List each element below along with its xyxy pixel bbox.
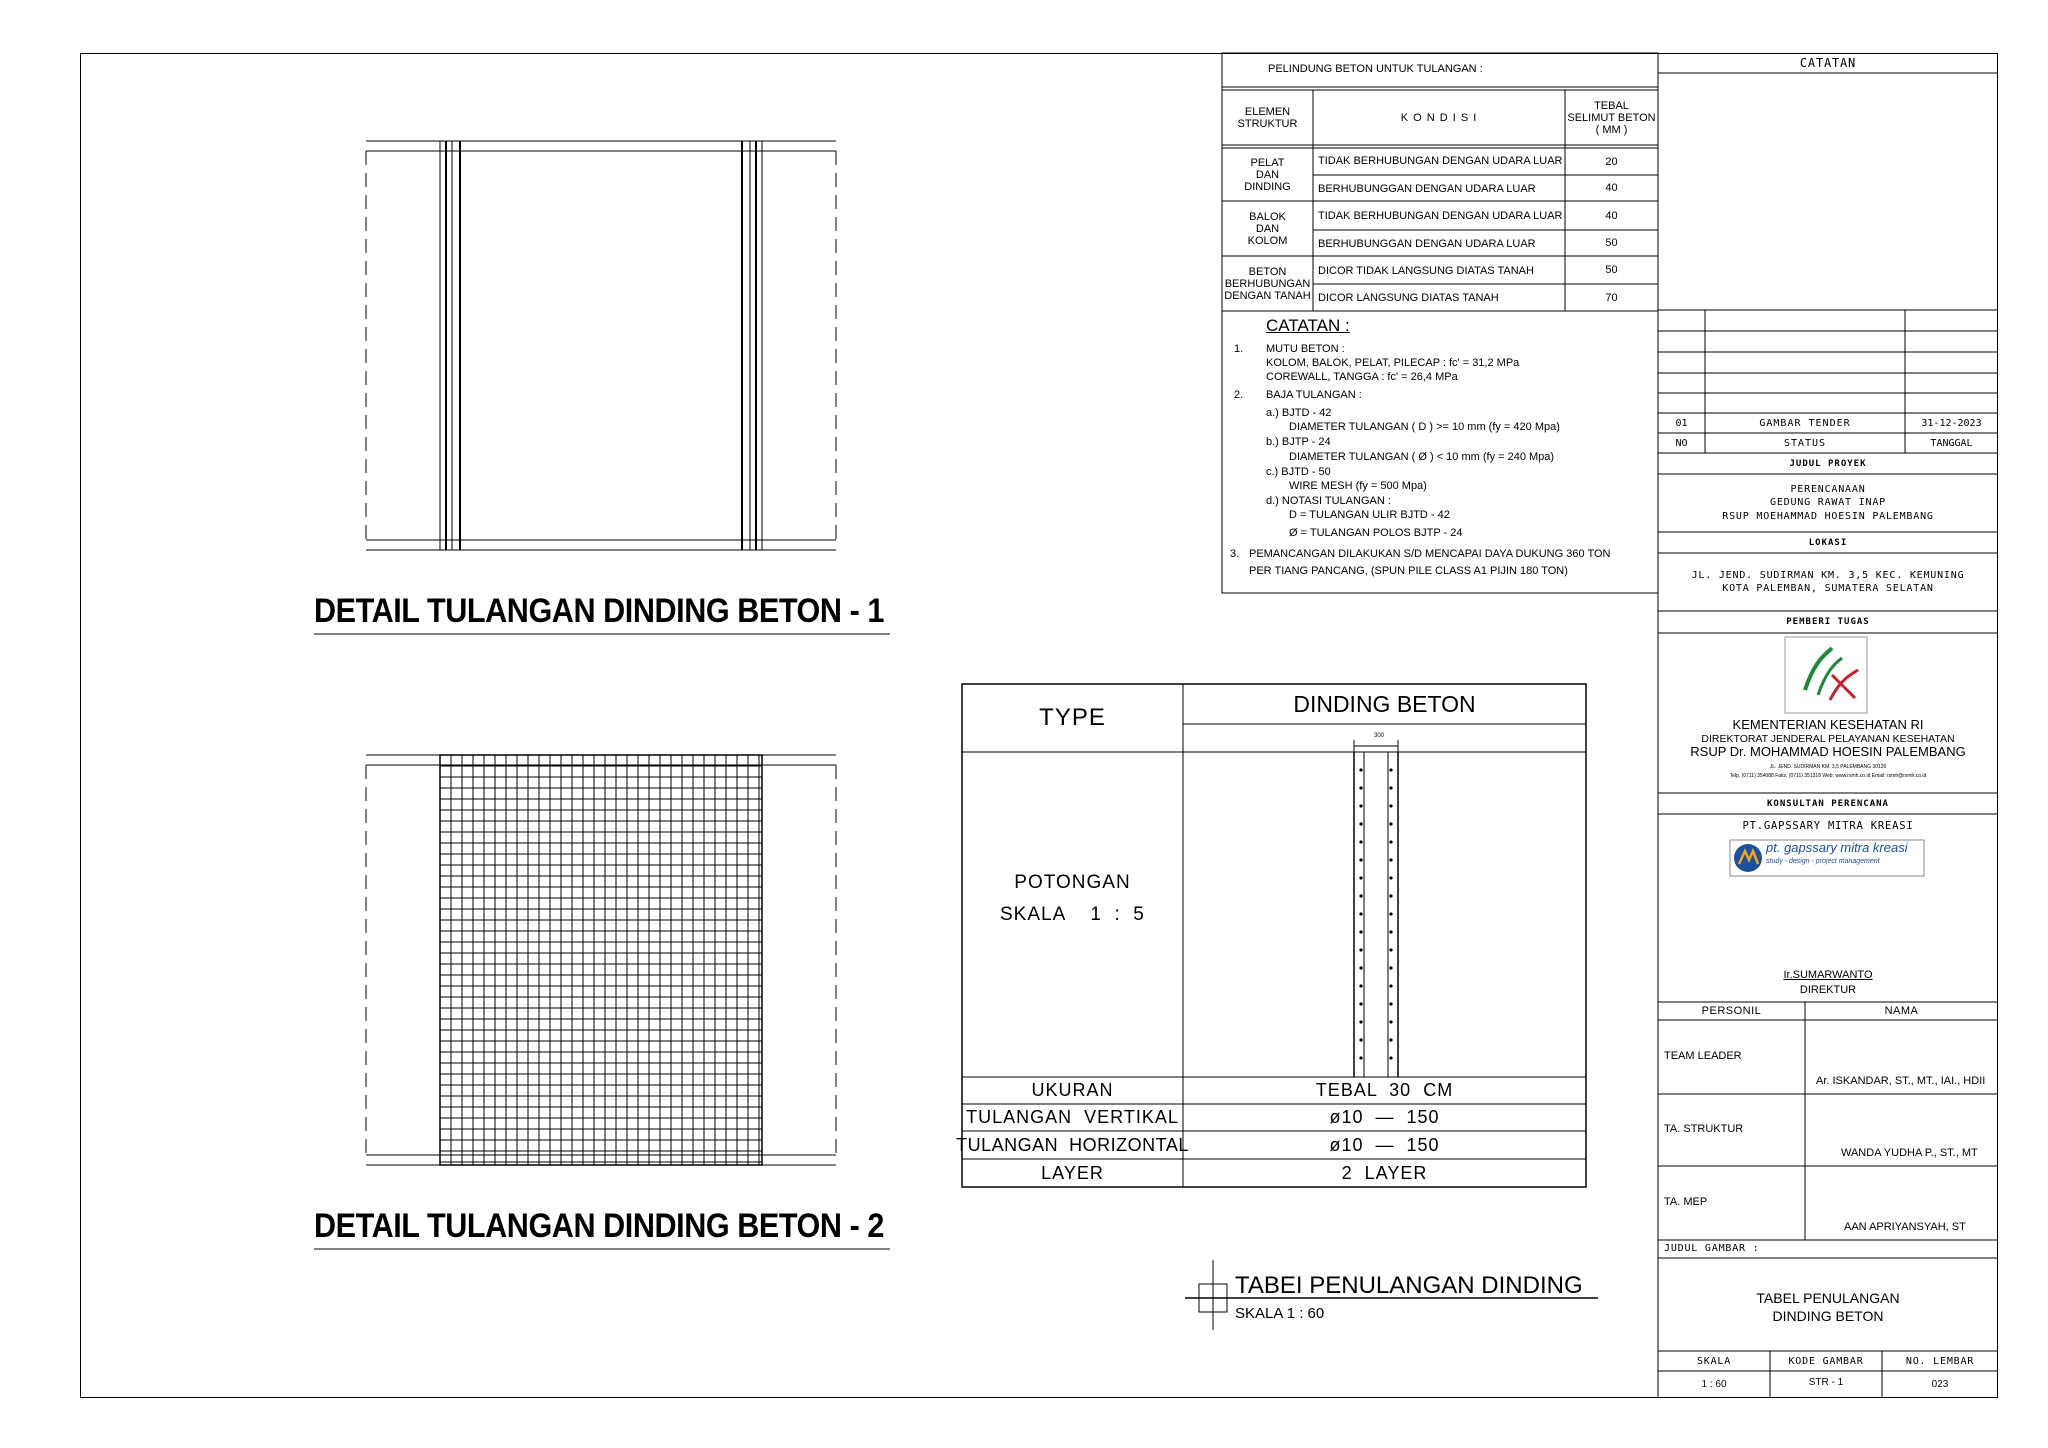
konsultan-logo-sub: study - design - project management: [1766, 858, 1880, 865]
rebar-dot: [1359, 930, 1362, 933]
kondisi-cell: DICOR LANGSUNG DIATAS TANAH: [1318, 292, 1499, 304]
rebar-dot: [1359, 1020, 1362, 1023]
kondisi-cell: TIDAK BERHUBUNGAN DENGAN UDARA LUAR: [1318, 210, 1563, 222]
pemberi-contact: Telp. (0711) 354088 Faks. (0711) 351318 Web: www.rsmh.co.id Email: rsmh@rsmh.co.id: [1729, 773, 1927, 779]
detail-2-drawing: [366, 755, 836, 1165]
judul-proyek: PERENCANAAN GEDUNG RAWAT INAP RSUP MOEHAMMAD HOESIN PALEMBANG: [1722, 483, 1934, 522]
rebar-dot: [1359, 1002, 1362, 1005]
type-value: DINDING BETON: [1293, 690, 1476, 717]
row-label: UKURAN: [1031, 1080, 1114, 1100]
note-line: Ø = TULANGAN POLOS BJTP - 24: [1289, 527, 1463, 539]
tebal-cell: 20: [1605, 155, 1618, 168]
lembar-value: 023: [1931, 1378, 1949, 1390]
personil-name: WANDA YUDHA P., ST., MT: [1841, 1147, 1978, 1159]
rebar-dot: [1389, 912, 1392, 915]
rebar-dot: [1389, 894, 1392, 897]
kode-value: STR - 1: [1808, 1376, 1844, 1388]
rebar-dot: [1359, 912, 1362, 915]
kondisi-cell: BERHUBUNGGAN DENGAN UDARA LUAR: [1318, 238, 1536, 250]
pemberi: KEMENTERIAN KESEHATAN RI DIREKTORAT JENDERAL PELAYANAN KESEHATAN RSUP Dr. MOHAMMAD HOESIN PALEMBANG: [1690, 717, 1966, 760]
lokasi-label: LOKASI: [1808, 537, 1848, 548]
note-line: KOLOM, BALOK, PELAT, PILECAP : fc' = 31,2 MPa: [1266, 357, 1520, 369]
row-label: LAYER: [1041, 1162, 1104, 1183]
personil-name: Ar. ISKANDAR, ST., MT., IAI., HDII: [1816, 1075, 1986, 1087]
detail-1-title: DETAIL TULANGAN DINDING BETON - 1: [314, 592, 884, 630]
pemberi-logo: [1785, 637, 1867, 713]
rebar-dot: [1359, 804, 1362, 807]
rebar-dot: [1389, 966, 1392, 969]
rev-status-header: STATUS: [1783, 437, 1827, 449]
rebar-dot: [1389, 1056, 1392, 1059]
kondisi-cell: DICOR TIDAK LANGSUNG DIATAS TANAH: [1318, 265, 1534, 277]
table-title-scale: SKALA 1 : 60: [1235, 1305, 1325, 1322]
detail-2-title: DETAIL TULANGAN DINDING BETON - 2: [314, 1207, 884, 1245]
direktur-name: Ir.SUMARWANTO: [1783, 969, 1873, 981]
judul-gambar-label: JUDUL GAMBAR :: [1664, 1243, 1760, 1254]
note-line: MUTU BETON :: [1266, 343, 1345, 355]
note-line: a.) BJTD - 42: [1266, 407, 1332, 419]
tb-catatan-label: CATATAN: [1799, 56, 1857, 70]
rebar-dot: [1389, 1002, 1392, 1005]
rebar-dot: [1359, 894, 1362, 897]
note-line: DIAMETER TULANGAN ( D ) >= 10 mm (fy = 420 Mpa): [1289, 421, 1560, 433]
note-line: b.) BJTP - 24: [1266, 436, 1331, 448]
row-label: TULANGAN VERTIKAL: [966, 1107, 1179, 1127]
note-line: COREWALL, TANGGA : fc' = 26,4 MPa: [1266, 371, 1458, 383]
rebar-dot: [1359, 966, 1362, 969]
judul-proyek-label: JUDUL PROYEK: [1789, 458, 1867, 469]
rebar-dot: [1359, 1038, 1362, 1041]
rebar-dot: [1359, 1056, 1362, 1059]
personil-header: PERSONIL: [1701, 1005, 1762, 1017]
note-line: WIRE MESH (fy = 500 Mpa): [1289, 480, 1427, 492]
pemberi-label: PEMBERI TUGAS: [1786, 617, 1870, 627]
tebal-cell: 50: [1605, 264, 1618, 276]
col-elemen-header: ELEMEN STRUKTUR: [1237, 105, 1298, 130]
row-value: ø10 — 150: [1329, 1134, 1440, 1155]
personil-role: TA. MEP: [1664, 1196, 1708, 1208]
tebal-cell: 70: [1605, 291, 1618, 304]
tebal-cell: 50: [1605, 237, 1618, 249]
personil-role: TEAM LEADER: [1664, 1050, 1742, 1062]
rebar-dot: [1359, 858, 1362, 861]
detail-1-drawing: [366, 141, 836, 550]
row-value: ø10 — 150: [1329, 1107, 1440, 1127]
personil-role: TA. STRUKTUR: [1664, 1123, 1744, 1135]
table-title: TABEI PENULANGAN DINDING: [1235, 1272, 1583, 1299]
rebar-dot: [1359, 768, 1362, 771]
kondisi-cell: TIDAK BERHUBUNGAN DENGAN UDARA LUAR: [1318, 155, 1563, 167]
rebar-dot: [1359, 948, 1362, 951]
rebar-dot: [1359, 786, 1362, 789]
note-line: d.) NOTASI TULANGAN :: [1266, 495, 1391, 507]
note-number: 1.: [1234, 343, 1244, 355]
note-number: 2.: [1234, 389, 1244, 401]
rebar-dot: [1389, 822, 1392, 825]
note-line: c.) BJTD - 50: [1266, 466, 1331, 478]
cover-table-header: PELINDUNG BETON UNTUK TULANGAN :: [1268, 63, 1483, 75]
row-value: 2 LAYER: [1341, 1162, 1428, 1183]
section-dimension: 300: [1374, 733, 1385, 739]
rebar-dot: [1389, 1020, 1392, 1023]
col-tebal-header: TEBAL SELIMUT BETON ( MM ): [1567, 99, 1656, 136]
type-label: TYPE: [1039, 704, 1106, 731]
note-line: DIAMETER TULANGAN ( Ø ) < 10 mm (fy = 240 Mpa): [1289, 451, 1555, 463]
col-kondisi-header: K O N D I S I: [1400, 111, 1478, 124]
elemen-beton-tanah: BETON BERHUBUNGAN DENGAN TANAH: [1224, 265, 1311, 302]
rebar-dot: [1359, 822, 1362, 825]
rebar-dot: [1389, 876, 1392, 879]
rebar-dot: [1389, 768, 1392, 771]
tebal-cell: 40: [1605, 209, 1618, 222]
konsultan-label: KONSULTAN PERENCANA: [1767, 798, 1889, 809]
tebal-cell: 40: [1605, 182, 1618, 194]
note-line: BAJA TULANGAN :: [1266, 389, 1362, 401]
rebar-dot: [1389, 804, 1392, 807]
personil-name: AAN APRIYANSYAH, ST: [1844, 1221, 1966, 1233]
lokasi: JL. JEND. SUDIRMAN KM. 3,5 KEC. KEMUNING KOTA PALEMBAN, SUMATERA SELATAN: [1691, 569, 1965, 594]
rebar-dot: [1389, 840, 1392, 843]
rev-date: 31-12-2023: [1921, 417, 1982, 429]
note-number: 3.: [1230, 548, 1240, 560]
rev-no-header: NO: [1675, 437, 1688, 449]
rev-status: GAMBAR TENDER: [1759, 417, 1851, 429]
note-line: PER TIANG PANCANG, (SPUN PILE CLASS A1 PIJIN 180 TON): [1249, 565, 1568, 577]
rebar-dot: [1389, 858, 1392, 861]
rev-no: 01: [1675, 417, 1688, 429]
potongan-scale: SKALA 1 : 5: [1000, 904, 1145, 925]
row-label: TULANGAN HORIZONTAL: [956, 1134, 1189, 1155]
row-value: TEBAL 30 CM: [1315, 1080, 1454, 1100]
kondisi-cell: BERHUBUNGGAN DENGAN UDARA LUAR: [1318, 183, 1536, 195]
nama-header: NAMA: [1884, 1005, 1919, 1017]
judul-gambar: TABEL PENULANGAN DINDING BETON: [1756, 1289, 1900, 1324]
rebar-dot: [1359, 840, 1362, 843]
potongan-label: POTONGAN: [1014, 872, 1131, 893]
kode-label: KODE GAMBAR: [1788, 1355, 1864, 1367]
catatan-title: CATATAN :: [1266, 316, 1350, 335]
konsultan-logo-text: pt. gapssary mitra kreasi: [1766, 840, 1908, 855]
rebar-dot: [1389, 786, 1392, 789]
rev-date-header: TANGGAL: [1930, 437, 1973, 449]
rebar-dot: [1359, 984, 1362, 987]
pemberi-address: JL. JEND. SUDIRMAN KM. 3,5 PALEMBANG 30126: [1769, 764, 1887, 770]
direktur-title: DIREKTUR: [1799, 984, 1857, 996]
rebar-dot: [1389, 984, 1392, 987]
note-line: PEMANCANGAN DILAKUKAN S/D MENCAPAI DAYA DUKUNG 360 TON: [1249, 548, 1611, 560]
note-line: D = TULANGAN ULIR BJTD - 42: [1289, 509, 1450, 521]
skala-label: SKALA: [1696, 1355, 1732, 1367]
rebar-dot: [1389, 1038, 1392, 1041]
konsultan-name: PT.GAPSSARY MITRA KREASI: [1742, 820, 1914, 832]
elemen-pelat: PELAT DAN DINDING: [1244, 156, 1291, 193]
rebar-dot: [1359, 876, 1362, 879]
rebar-dot: [1389, 948, 1392, 951]
skala-value: 1 : 60: [1701, 1378, 1727, 1390]
lembar-label: NO. LEMBAR: [1905, 1355, 1975, 1367]
rebar-dot: [1389, 930, 1392, 933]
elemen-balok: BALOK DAN KOLOM: [1247, 210, 1288, 247]
